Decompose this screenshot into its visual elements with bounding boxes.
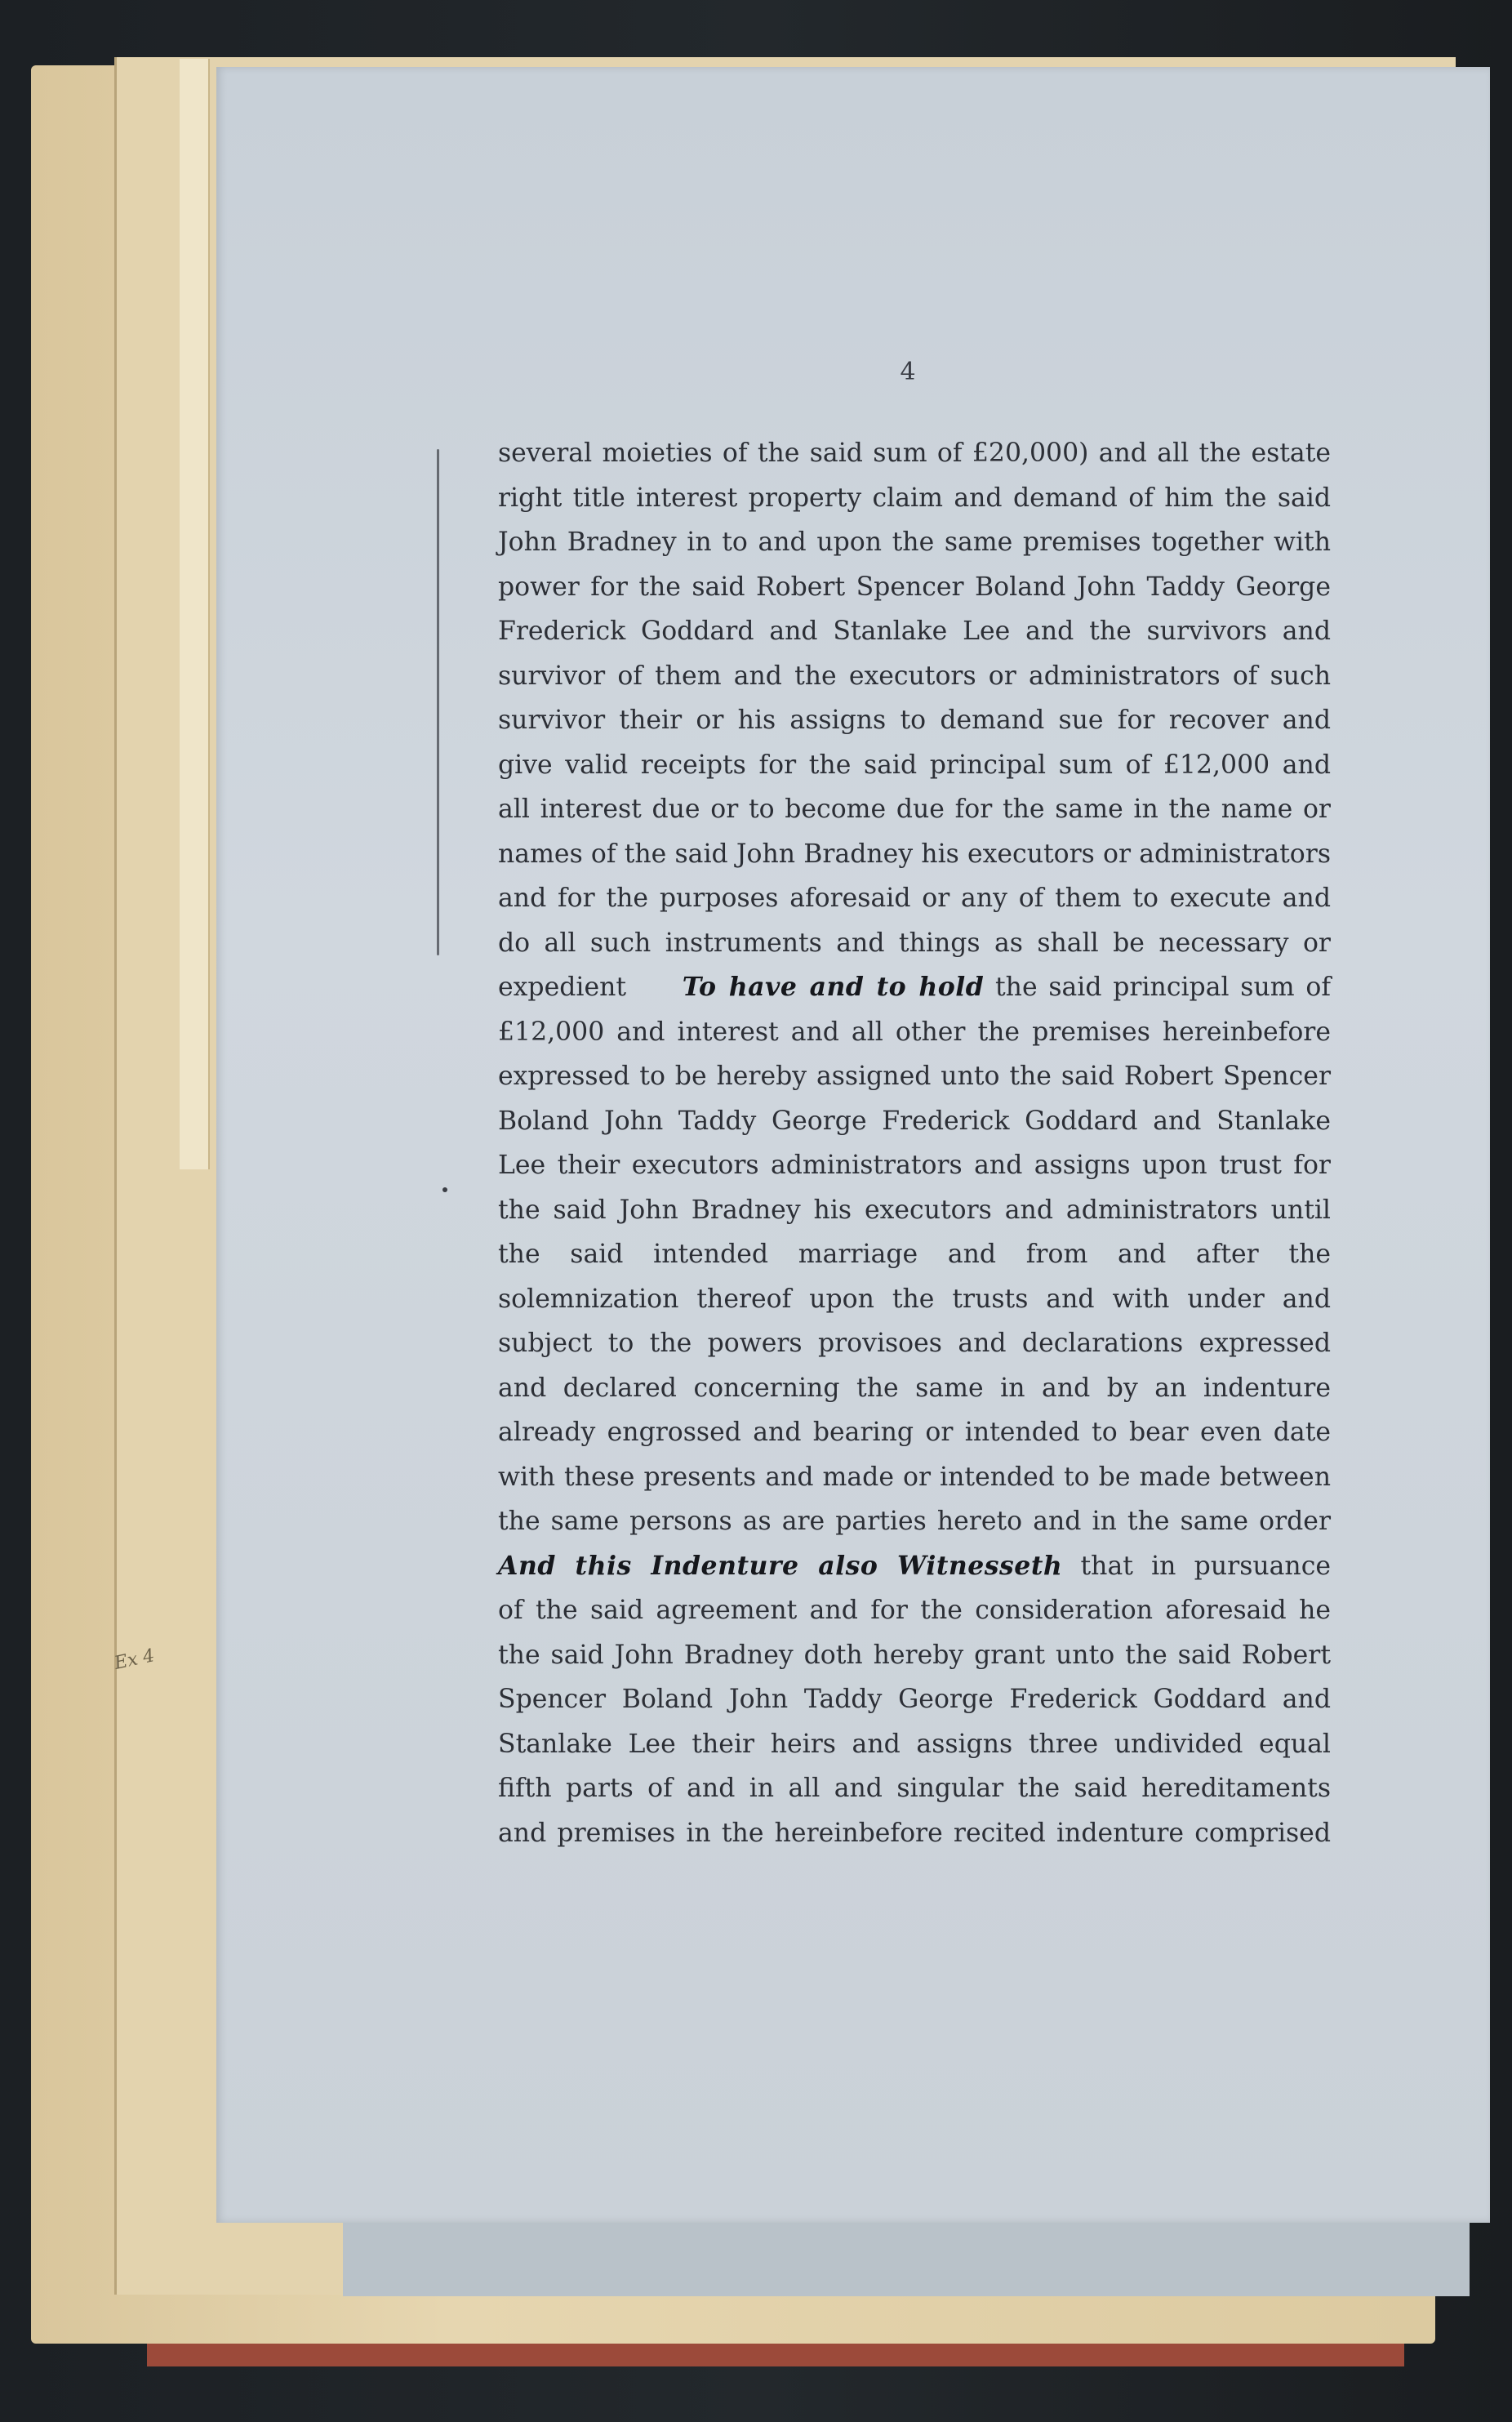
text-line: subject to the powers provisoes and declarations expressed: [498, 1329, 1331, 1358]
text-line: expressed to be hereby assigned unto the said Robert Spencer: [498, 1062, 1331, 1091]
text-line: survivor of them and the executors or administrators of such: [498, 661, 1331, 691]
page-number: 4: [900, 358, 916, 386]
text-line: do all such instruments and things as shall be necessary or: [498, 928, 1331, 958]
text-line: £12,000 and interest and all other the premises hereinbefore: [498, 1017, 1331, 1047]
ink-dot: [442, 1187, 447, 1192]
text-line: already engrossed and bearing or intended to bear even date: [498, 1418, 1331, 1447]
margin-rule: [437, 449, 439, 955]
text-line: and declared concerning the same in and by an indenture: [498, 1373, 1331, 1403]
text-line: Stanlake Lee their heirs and assigns three undivided equal: [498, 1729, 1331, 1759]
text-line: power for the said Robert Spencer Boland John Taddy George: [498, 572, 1331, 602]
text-fragment: the said principal sum of: [995, 973, 1331, 1002]
folded-tab: [180, 59, 210, 1169]
text-line: with these presents and made or intended to be made between: [498, 1462, 1331, 1492]
text-line: solemnization thereof upon the trusts and with under and: [498, 1284, 1331, 1314]
margin-annotation: Ex 4: [112, 1645, 157, 1674]
text-line: [498, 965, 1331, 1010]
text-line: survivor their or his assigns to demand sue for recover and: [498, 706, 1331, 735]
text-fragment: expedient: [498, 973, 627, 1002]
text-line: names of the said John Bradney his executors or administrators: [498, 839, 1331, 869]
text-line: of the said agreement and for the consideration aforesaid he: [498, 1596, 1331, 1625]
gothic-heading-witnesseth: And this Indenture also Witnesseth: [498, 1550, 1063, 1581]
text-line: give valid receipts for the said principal sum of £12,000 and: [498, 750, 1331, 780]
text-line: fifth parts of and in all and singular the said hereditaments: [498, 1774, 1331, 1803]
text-fragment: that in pursuance: [1080, 1551, 1331, 1581]
text-line: [498, 1544, 1331, 1589]
text-line: John Bradney in to and upon the same premises together with: [498, 528, 1331, 557]
text-line: the same persons as are parties hereto and in the same order: [498, 1507, 1331, 1536]
text-line: the said John Bradney doth hereby grant unto the said Robert: [498, 1640, 1331, 1670]
text-line: the said John Bradney his executors and administrators until: [498, 1195, 1331, 1225]
text-line: several moieties of the said sum of £20,000) and all the estate: [498, 439, 1331, 468]
text-line: Frederick Goddard and Stanlake Lee and the survivors and: [498, 617, 1331, 646]
text-line: right title interest property claim and demand of him the said: [498, 483, 1331, 513]
text-line: Lee their executors administrators and assigns upon trust for: [498, 1151, 1331, 1180]
text-line: Boland John Taddy George Frederick Goddard and Stanlake: [498, 1106, 1331, 1136]
text-line: Spencer Boland John Taddy George Frederick Goddard and: [498, 1685, 1331, 1714]
deed-text: [498, 431, 1331, 1855]
gothic-heading-habendum: To have and to hold: [682, 972, 985, 1002]
marbled-edge: [147, 2344, 1404, 2366]
text-line: and premises in the hereinbefore recited indenture comprised: [498, 1818, 1331, 1848]
text-line: the said intended marriage and from and after the: [498, 1240, 1331, 1269]
text-line: and for the purposes aforesaid or any of them to execute and: [498, 884, 1331, 913]
text-line: all interest due or to become due for the same in the name or: [498, 795, 1331, 824]
